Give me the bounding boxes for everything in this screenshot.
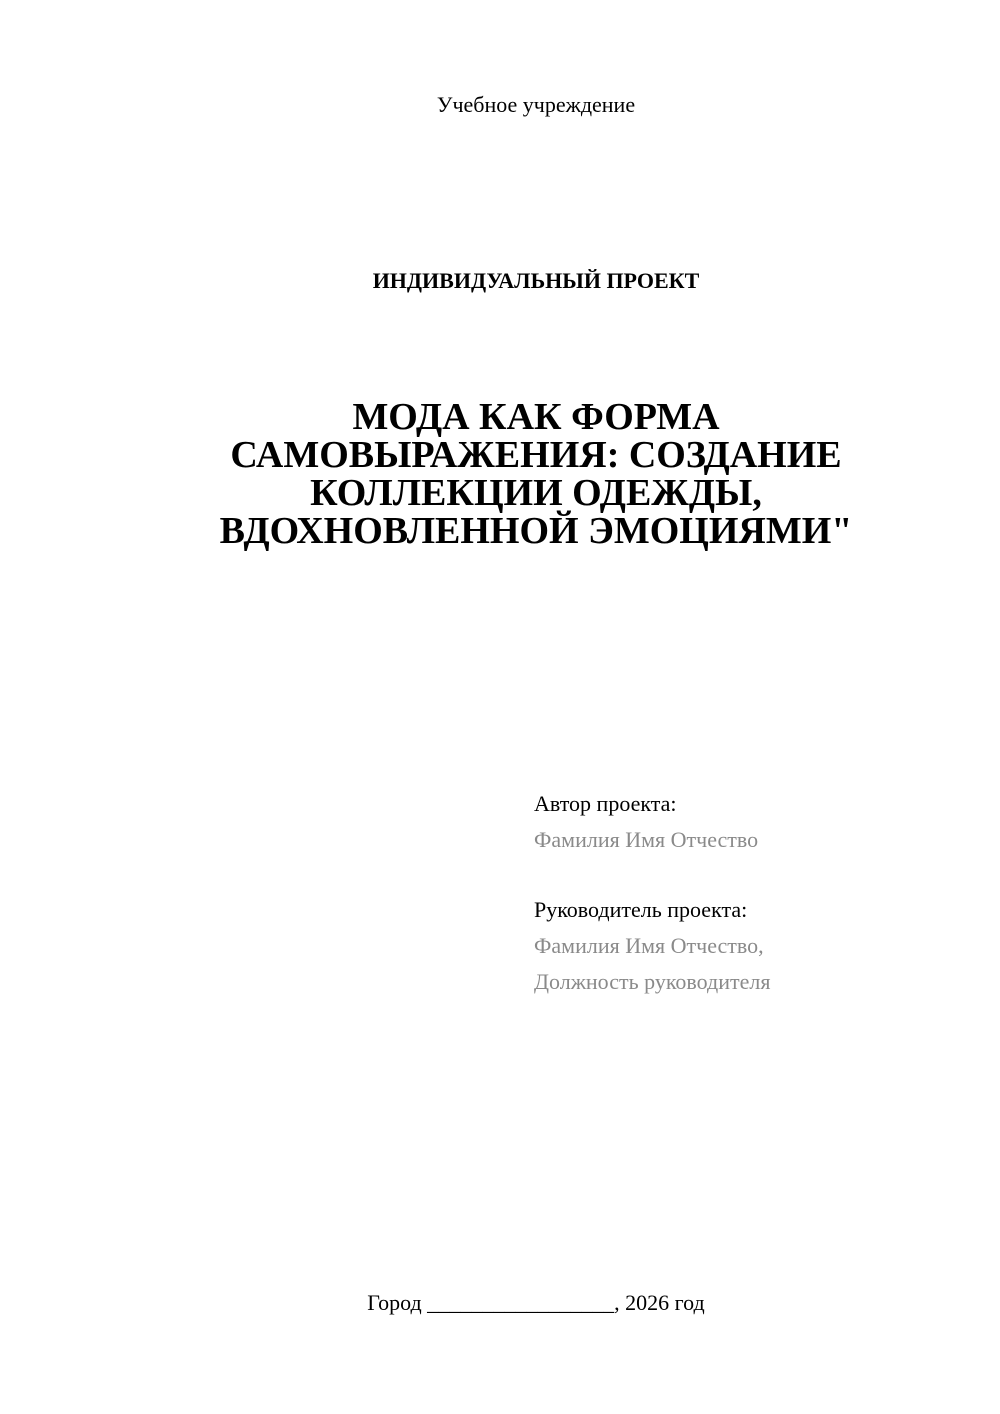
author-name: Фамилия Имя Отчество (534, 827, 759, 852)
project-title (200, 398, 872, 550)
project-roles (534, 786, 974, 1034)
project-title-line: МОДА КАК ФОРМА (352, 396, 720, 438)
city-year-line (0, 1290, 1000, 1316)
author-label: Автор проекта: (534, 791, 677, 816)
supervisor-position: Должность руководителя (534, 969, 771, 994)
author-block (534, 786, 974, 858)
project-title-line: КОЛЛЕКЦИИ ОДЕЖДЫ, (310, 472, 762, 514)
project-title-line: ВДОХНОВЛЕННОЙ ЭМОЦИЯМИ" (219, 510, 853, 552)
city-label: Город (367, 1290, 422, 1315)
project-title-line: САМОВЫРАЖЕНИЯ: СОЗДАНИЕ (230, 434, 842, 476)
project-type-heading: ИНДИВИДУАЛЬНЫЙ ПРОЕКТ (372, 268, 700, 293)
year-text: , 2026 год (614, 1290, 705, 1315)
city-blank: _________________ (427, 1290, 615, 1315)
supervisor-label: Руководитель проекта: (534, 897, 748, 922)
institution-name: Учебное учреждение (436, 92, 636, 117)
supervisor-block (534, 892, 974, 1000)
supervisor-name: Фамилия Имя Отчество, (534, 933, 764, 958)
